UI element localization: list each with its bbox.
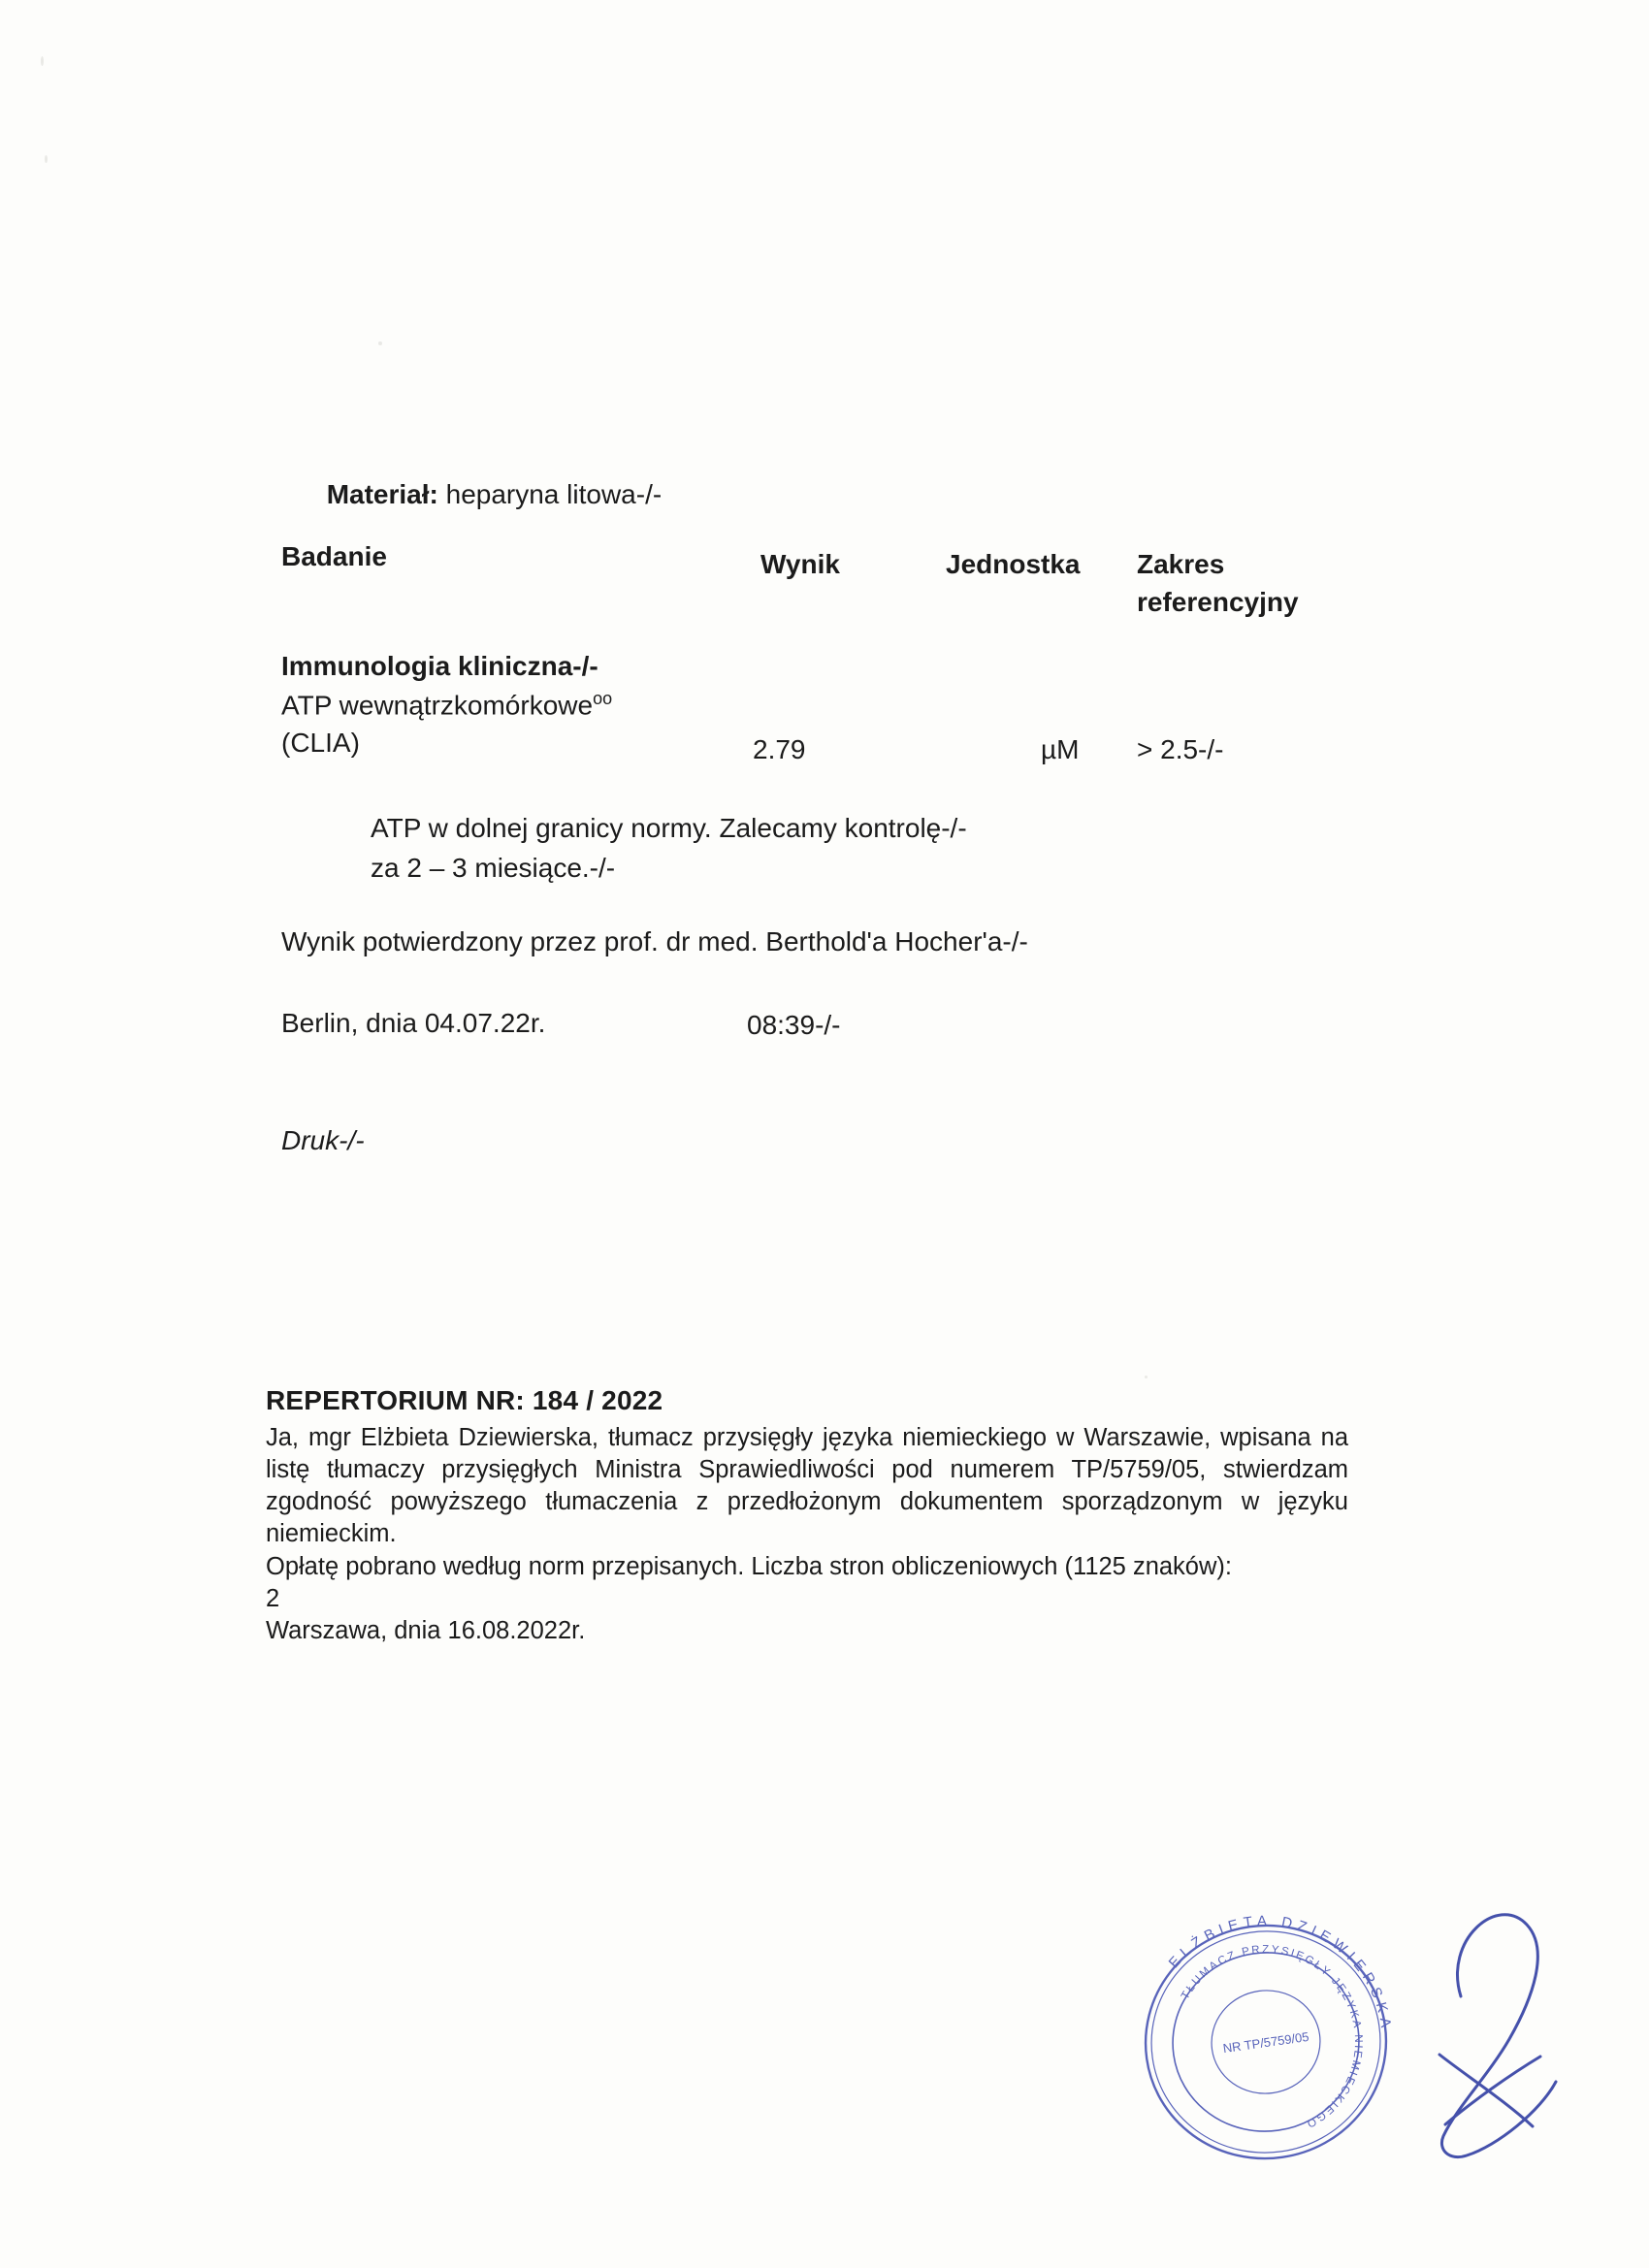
column-header-test: Badanie bbox=[281, 541, 387, 571]
group-title: Immunologia kliniczna-/- bbox=[281, 651, 598, 681]
material-label: Materiał: bbox=[326, 479, 438, 509]
translator-stamp bbox=[1125, 1901, 1406, 2183]
analyte-reference-range: > 2.5-/- bbox=[1137, 734, 1224, 764]
column-header-unit: Jednostka bbox=[946, 549, 1081, 579]
analyte-unit-value: µM bbox=[1041, 734, 1080, 764]
certification-pages-count: 2 bbox=[266, 1584, 280, 1612]
analyte-name-line bbox=[281, 689, 612, 721]
analyte-method: (CLIA) bbox=[281, 728, 360, 758]
report-place-date: Berlin, dnia 04.07.22r. bbox=[281, 1008, 546, 1038]
signature bbox=[1405, 1882, 1579, 2173]
print-note: Druk-/- bbox=[281, 1125, 365, 1155]
analyte-result-value: 2.79 bbox=[753, 734, 806, 764]
comment-line-2: za 2 – 3 miesiące.-/- bbox=[371, 853, 616, 883]
column-header-result: Wynik bbox=[760, 549, 840, 579]
certification-fee-note: Opłatę pobrano według norm przepisanych. Liczba stron obliczeniowych (1125 znaków): bbox=[266, 1552, 1232, 1580]
analyte-name-superscript: oo bbox=[593, 689, 613, 708]
svg-text:NR TP/5759/05: NR TP/5759/05 bbox=[1221, 2028, 1310, 2057]
column-header-range-line1: Zakres bbox=[1137, 549, 1225, 579]
certification-place-date: Warszawa, dnia 16.08.2022r. bbox=[266, 1616, 586, 1644]
repertorium-number: REPERTORIUM NR: 184 / 2022 bbox=[266, 1385, 663, 1415]
translator-certification bbox=[266, 1385, 1348, 1647]
report-time: 08:39-/- bbox=[747, 1010, 841, 1040]
material-line bbox=[281, 448, 662, 541]
confirmation-line: Wynik potwierdzony przez prof. dr med. Berthold'a Hocher'a-/- bbox=[281, 926, 1028, 956]
material-value: heparyna litowa-/- bbox=[445, 479, 663, 509]
comment-line-1: ATP w dolnej granicy normy. Zalecamy kontrolę-/- bbox=[371, 813, 967, 843]
analyte-name: ATP wewnątrzkomórkowe bbox=[281, 690, 594, 721]
certification-paragraph: Ja, mgr Elżbieta Dziewierska, tłumacz przysięgły języka niemieckiego w Warszawie, wpisana na listę tłumaczy przysięgłych Ministra Sprawiedliwości pod numerem TP/5759/05, stwierdzam zgodność powyższego tłumaczenia z przedłożonym dokumentem sporządzonym w języku niemieckim. bbox=[266, 1424, 1348, 1548]
svg-text:ELŻBIETA DZIEWIERSKA: ELŻBIETA DZIEWIERSKA bbox=[1165, 1912, 1395, 2034]
column-header-range-line2: referencyjny bbox=[1137, 587, 1299, 617]
svg-text:TŁUMACZ PRZYSIĘGŁY JĘZYKA NIEM: TŁUMACZ PRZYSIĘGŁY JĘZYKA NIEMIECKIEGO bbox=[1179, 1943, 1365, 2131]
